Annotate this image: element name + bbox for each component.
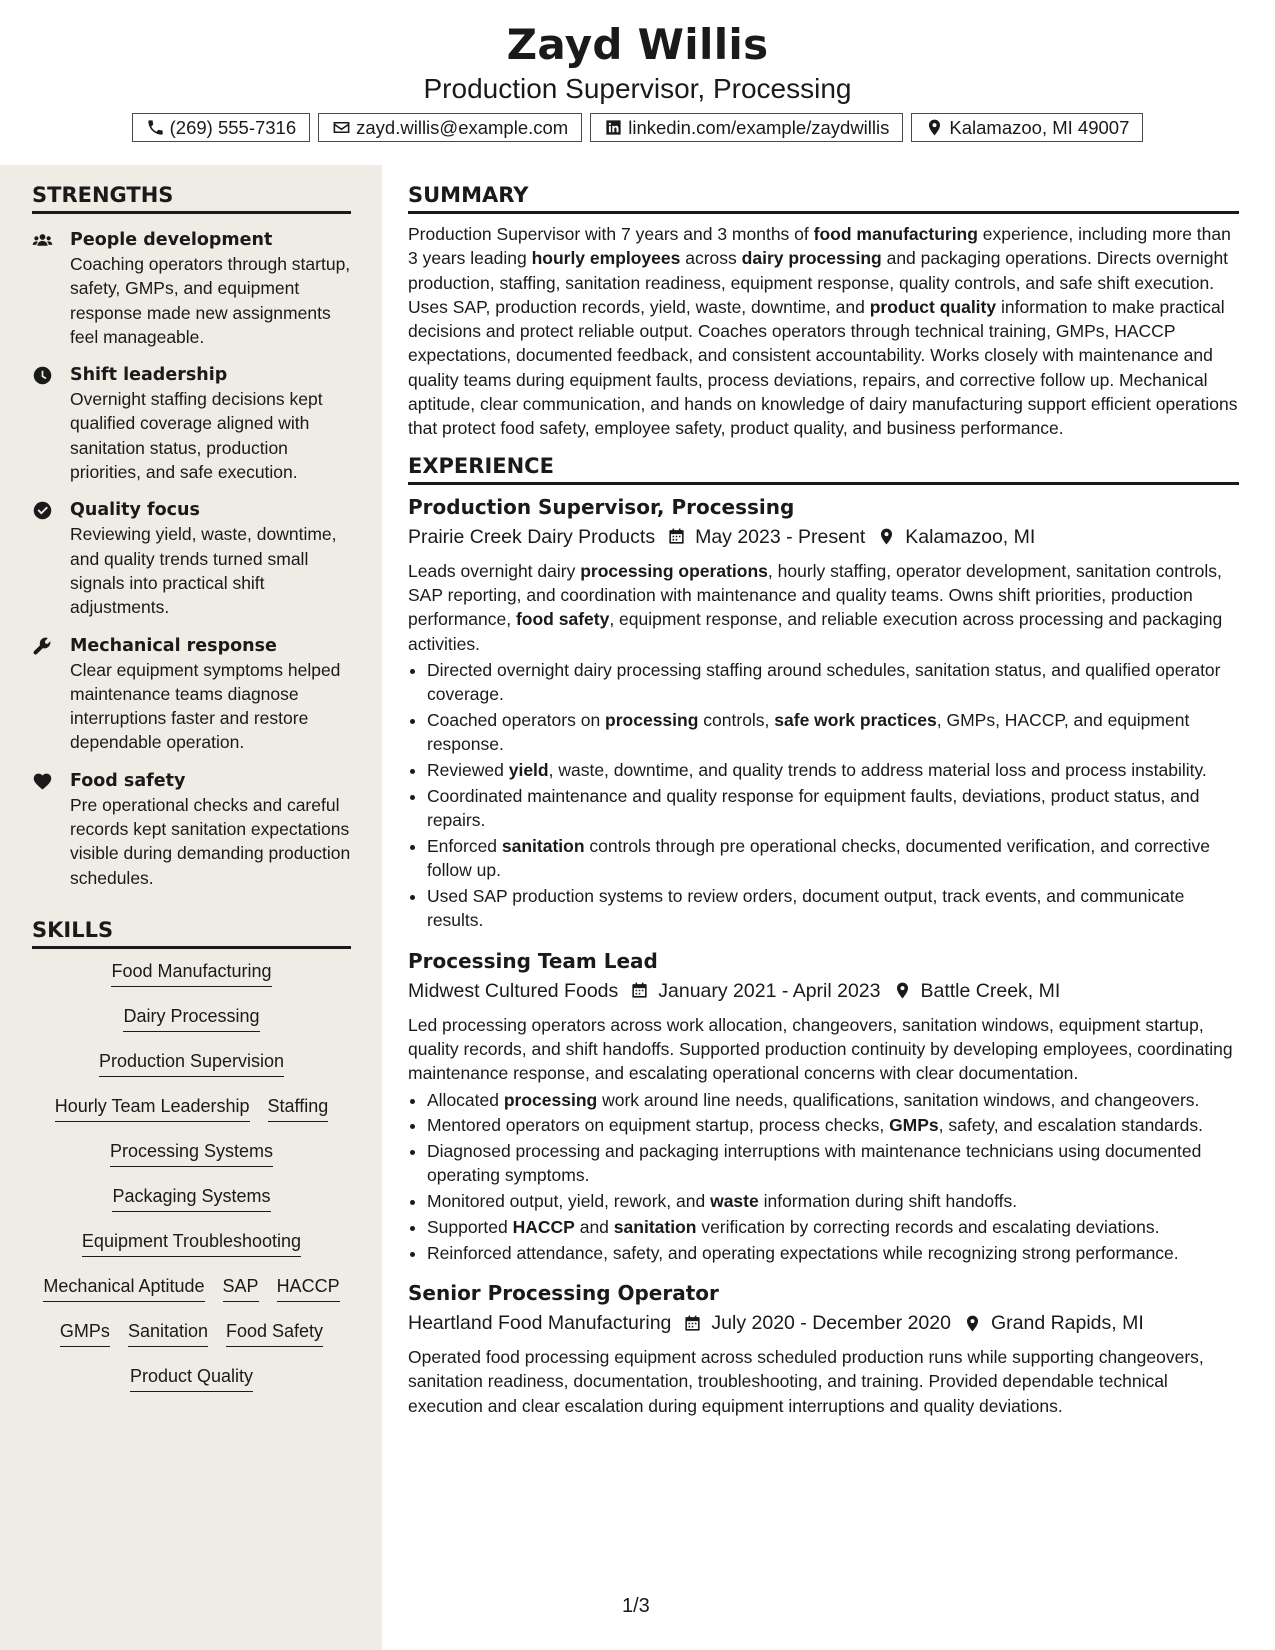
candidate-title: Production Supervisor, Processing — [423, 73, 852, 104]
contact-location-text: Kalamazoo, MI 49007 — [949, 116, 1130, 138]
strength-title: Shift leadership — [70, 365, 228, 386]
strength-item — [32, 769, 351, 890]
strength-item — [32, 634, 351, 755]
check-circle-icon — [32, 500, 53, 521]
job-bullet: • Supported HACCP and sanitation verification by correcting records and escalating deviations. — [427, 1215, 1239, 1239]
skill-tag: Mechanical Aptitude — [43, 1274, 204, 1302]
strength-title: People development — [70, 230, 273, 250]
job-dates: January 2021 - April 2023 — [658, 979, 881, 1002]
envelope-icon — [332, 118, 351, 137]
job-entry — [408, 493, 1239, 933]
main-column — [408, 183, 1239, 1418]
skills-heading: SKILLS — [32, 918, 351, 949]
job-company: Midwest Cultured Foods — [408, 979, 619, 1002]
skill-tag: Processing Systems — [110, 1139, 273, 1167]
contact-linkedin[interactable] — [590, 113, 903, 142]
linkedin-icon — [604, 118, 623, 137]
wrench-icon — [32, 636, 53, 657]
map-pin-icon — [877, 527, 896, 546]
heart-icon — [32, 771, 53, 792]
map-pin-icon — [925, 118, 944, 137]
map-pin-icon — [963, 1314, 982, 1333]
experience-heading: EXPERIENCE — [408, 454, 1239, 485]
contact-bar — [0, 113, 1275, 142]
strength-desc: Overnight staffing decisions kept qualified coverage aligned with sanitation status, production priorities, and safe execution. — [70, 389, 323, 483]
strength-title: Food safety — [70, 770, 186, 791]
strength-title: Mechanical response — [70, 635, 277, 656]
job-meta — [408, 1309, 1239, 1337]
page-number: 1/3 — [622, 1595, 650, 1617]
skill-tag: Sanitation — [128, 1319, 208, 1347]
job-bullet: • Reviewed yield, waste, downtime, and quality trends to address material loss and process instability. — [427, 758, 1239, 782]
skill-tag: HACCP — [277, 1274, 340, 1302]
resume-header — [0, 0, 1275, 165]
job-location: Grand Rapids, MI — [990, 1312, 1144, 1335]
job-bullet: • Monitored output, yield, rework, and waste information during shift handoffs. — [427, 1189, 1239, 1213]
strength-desc: Pre operational checks and careful records kept sanitation expectations visible during demanding production schedules. — [70, 794, 351, 888]
skill-tag: Product Quality — [130, 1364, 253, 1392]
skill-tag: Equipment Troubleshooting — [82, 1229, 301, 1257]
skill-tag: Food Safety — [226, 1319, 323, 1347]
strength-item — [32, 498, 351, 619]
job-title: Processing Team Lead — [408, 948, 658, 973]
strength-title: Quality focus — [70, 500, 200, 521]
map-pin-icon — [893, 981, 912, 1000]
clock-icon — [32, 365, 53, 386]
job-description: Led processing operators across work allocation, changeovers, sanitation windows, equipment startup, quality records, and shift handoffs. Supported production continuity by developing employees, coordinating maintenance response, and escalating operational concerns with clear documentation. — [408, 1014, 1233, 1084]
phone-icon — [146, 118, 165, 137]
strength-desc: Reviewing yield, waste, downtime, and quality trends turned small signals into practical shift adjustments. — [70, 524, 337, 618]
skill-tag: Staffing — [268, 1094, 329, 1122]
calendar-icon — [630, 981, 649, 1000]
job-bullet: • Directed overnight dairy processing staffing around schedules, sanitation status, and qualified operator coverage. — [427, 658, 1239, 707]
job-bullet: • Mentored operators on equipment startup, process checks, GMPs, safety, and escalation standards. — [427, 1113, 1239, 1137]
job-entry — [408, 1279, 1239, 1418]
job-dates: May 2023 - Present — [695, 525, 866, 548]
job-entry — [408, 947, 1239, 1265]
contact-email[interactable] — [318, 113, 582, 142]
job-company: Heartland Food Manufacturing — [408, 1312, 672, 1335]
calendar-icon — [667, 527, 686, 546]
job-bullet: • Coordinated maintenance and quality response for equipment faults, deviations, product status, and repairs. — [427, 784, 1239, 833]
skill-tag: Packaging Systems — [112, 1184, 270, 1212]
job-title: Production Supervisor, Processing — [408, 494, 795, 519]
job-location: Battle Creek, MI — [920, 979, 1061, 1002]
contact-location[interactable] — [911, 113, 1143, 142]
job-bullet: • Coached operators on processing controls, safe work practices, GMPs, HACCP, and equipment response. — [427, 708, 1239, 757]
job-bullet: • Used SAP production systems to review orders, document output, track events, and communicate results. — [427, 884, 1239, 933]
job-company: Prairie Creek Dairy Products — [408, 525, 656, 548]
job-bullet: • Diagnosed processing and packaging interruptions with maintenance technicians using documented operating symptoms. — [427, 1139, 1239, 1188]
skill-tag: Hourly Team Leadership — [55, 1094, 250, 1122]
contact-email-text: zayd.willis@example.com — [356, 116, 569, 138]
contact-phone[interactable] — [132, 113, 311, 142]
contact-phone-text: (269) 555-7316 — [169, 116, 297, 138]
job-location: Kalamazoo, MI — [905, 525, 1036, 548]
job-bullet: • Enforced sanitation controls through pre operational checks, documented verification, and corrective follow up. — [427, 834, 1239, 883]
job-dates: July 2020 - December 2020 — [711, 1312, 951, 1335]
users-icon — [32, 230, 53, 251]
strength-desc: Clear equipment symptoms helped maintenance teams diagnose interruptions faster and restore dependable operation. — [70, 659, 341, 753]
job-title: Senior Processing Operator — [408, 1281, 719, 1306]
job-description: Operated food processing equipment across scheduled production runs while supporting changeovers, sanitation readiness, documentation, troubleshooting, and training. Provided dependable technical execution and clear escalation during equipment interruptions and quality deviations. — [408, 1347, 1204, 1416]
job-bullet: • Reinforced attendance, safety, and operating expectations while recognizing strong performance. — [427, 1241, 1239, 1265]
skill-tag: SAP — [223, 1274, 259, 1302]
job-bullets — [408, 1088, 1239, 1266]
calendar-icon — [683, 1314, 702, 1333]
strength-item — [32, 228, 351, 349]
strength-desc: Coaching operators through startup, safety, GMPs, and equipment response made new assignments feel manageable. — [70, 254, 351, 347]
job-description: Leads overnight dairy processing operations, hourly staffing, operator development, sanitation controls, SAP reporting, and coordination with maintenance and quality teams. Owns shift priorities, production performance, food safety, equipment response, and reliable execution across processing and packaging activities. — [408, 560, 1223, 654]
strengths-heading: STRENGTHS — [32, 183, 351, 214]
job-meta — [408, 977, 1239, 1005]
skill-tag: Production Supervision — [99, 1049, 284, 1077]
skill-tag: Food Manufacturing — [111, 959, 271, 987]
contact-linkedin-text: linkedin.com/example/zaydwillis — [628, 116, 890, 138]
job-meta — [408, 523, 1239, 551]
skill-tag: Dairy Processing — [123, 1004, 259, 1032]
strength-item — [32, 363, 351, 484]
job-bullet: • Allocated processing work around line needs, qualifications, sanitation windows, and changeovers. — [427, 1088, 1239, 1112]
summary-heading: SUMMARY — [408, 183, 1239, 214]
candidate-name: Zayd Willis — [506, 20, 769, 69]
skills-list — [32, 959, 351, 1409]
sidebar — [0, 165, 382, 1650]
job-bullets — [408, 658, 1239, 933]
skill-tag: GMPs — [60, 1319, 110, 1347]
summary-text: Production Supervisor with 7 years and 3 months of food manufacturing experience, including more than 3 years leading hourly employees across dairy processing and packaging operations. Directs overnight production, staffing, sanitation readiness, equipment response, quality controls, and safe shift execution. Uses SAP, production records, yield, waste, downtime, and product quality information to make practical decisions and protect reliable output. Coaches operators through technical training, GMPs, HACCP expectations, documented feedback, and consistent accountability. Works closely with maintenance and quality teams during equipment faults, process deviations, repairs, and corrective follow up. Mechanical aptitude, clear communication, and hands on knowledge of dairy manufacturing support efficient operations that protect food safety, employee safety, product quality, and business performance. — [408, 224, 1238, 439]
